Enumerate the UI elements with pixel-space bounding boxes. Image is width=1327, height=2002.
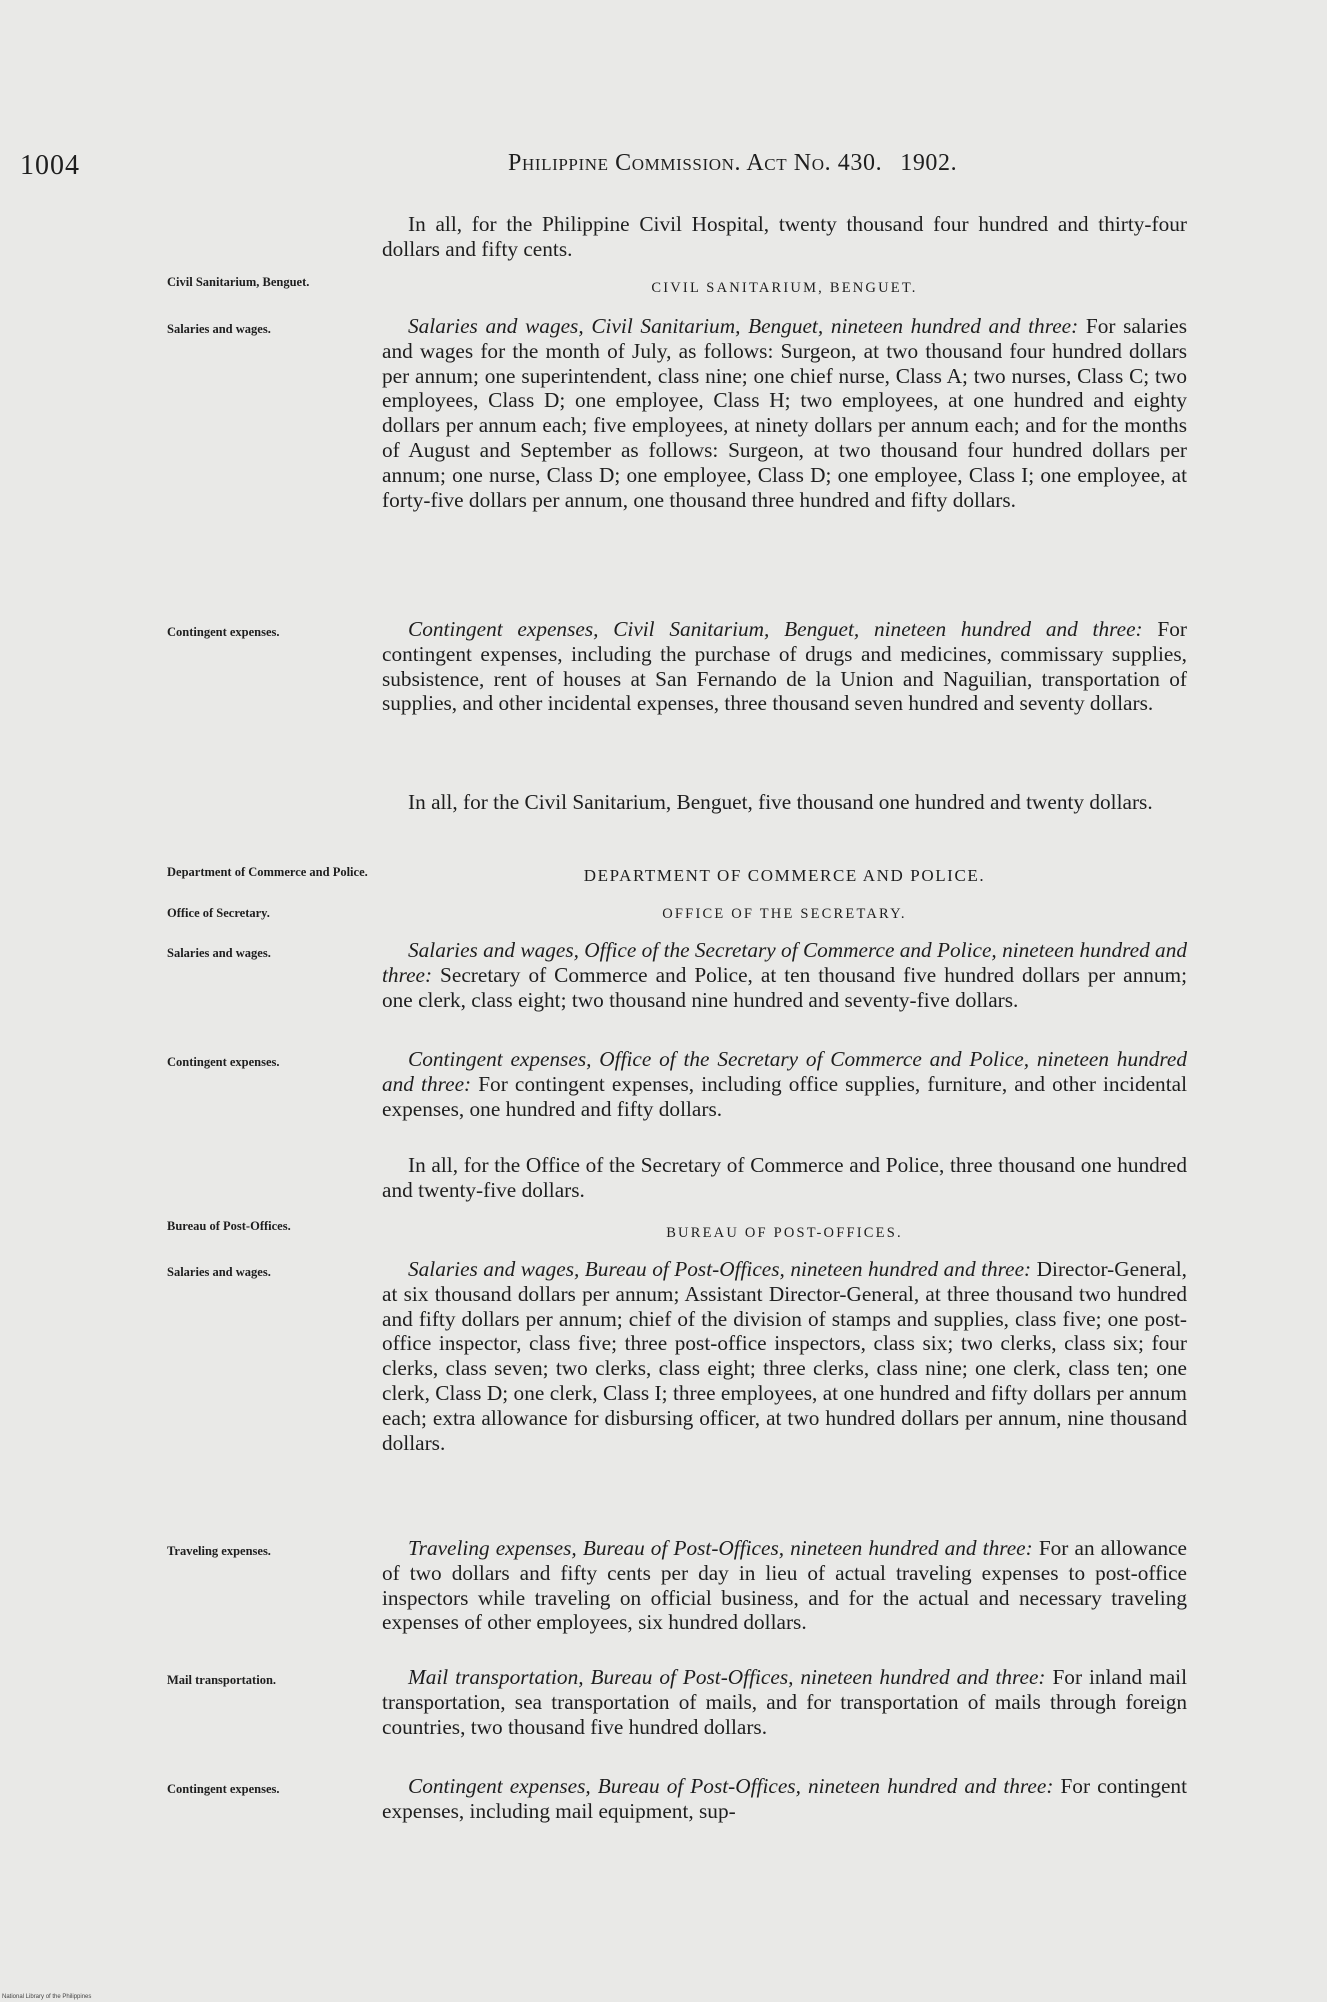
caption-civil-sanitarium: CIVIL SANITARIUM, BENGUET.: [651, 280, 918, 296]
running-title: Philippine Commission. Act No. 430.: [508, 150, 883, 176]
margin-salaries-2: Salaries and wages.: [167, 946, 271, 960]
paragraph-office-contingent: Contingent expenses, Office of the Secretary of Commerce and Police, nineteen hundred and three: For contingent expenses, including office supplies, furniture, and other incidental expenses, one hundred and fifty dollars.: [382, 1047, 1187, 1121]
margin-civil-sanitarium: Civil Sanitarium, Benguet.: [167, 275, 310, 289]
running-header: [508, 150, 957, 177]
caption-bureau-post: BUREAU OF POST-OFFICES.: [666, 1225, 903, 1241]
paragraph-bureau-traveling: Traveling expenses, Bureau of Post-Offices, nineteen hundred and three: For an allowance of two dollars and fifty cents per day in lieu of actual traveling expenses to post-office inspectors while traveling on official business, and for the actual and necessary traveling expenses of other employees, six hundred dollars.: [382, 1536, 1187, 1635]
paragraph-bureau-mail: Mail transportation, Bureau of Post-Offices, nineteen hundred and three: For inland mail transportation, sea transportation of mails, and for transportation of mails through foreign countries, two thousand five hundred dollars.: [382, 1665, 1187, 1739]
margin-dept-commerce: Department of Commerce and Police.: [167, 865, 368, 879]
intro-paragraph: In all, for the Philippine Civil Hospital, twenty thousand four hundred and thirty-four dollars and fifty cents.: [382, 212, 1187, 261]
margin-traveling: Traveling expenses.: [167, 1544, 271, 1558]
paragraph-bureau-salaries: Salaries and wages, Bureau of Post-Offices, nineteen hundred and three: Director-General, at six thousand dollars per annum; Assistant Director-General, at three thousand two hundred and fifty dollars per annum; chief of the division of stamps and supplies, class five; one post-office inspector, class five; three post-office inspectors, class six; two clerks, class six; four clerks, class seven; two clerks, class eight; three clerks, class nine; one clerk, class ten; one clerk, Class D; one clerk, Class I; three employees, at one hundred and fifty dollars per annum each; extra allowance for disbursing officer, at two hundred dollars per annum, nine thousand dollars.: [382, 1257, 1187, 1455]
paragraph-office-salaries: Salaries and wages, Office of the Secretary of Commerce and Police, nineteen hundred and three: Secretary of Commerce and Police, at ten thousand five hundred dollars per annum; one clerk, class eight; two thousand nine hundred and seventy-five dollars.: [382, 938, 1187, 1012]
paragraph-sanitarium-contingent: Contingent expenses, Civil Sanitarium, Benguet, nineteen hundred and three: For contingent expenses, including the purchase of drugs and medicines, commissary supplies, subsistence, rent of houses at San Fernando de la Union and Naguilian, transportation of supplies, and other incidental expenses, three thousand seven hundred and seventy dollars.: [382, 617, 1187, 716]
margin-contingent-3: Contingent expenses.: [167, 1782, 280, 1796]
paragraph-sanitarium-total: In all, for the Civil Sanitarium, Benguet, five thousand one hundred and twenty dollars.: [408, 790, 1153, 814]
margin-salaries-1: Salaries and wages.: [167, 322, 271, 336]
caption-office-secretary: OFFICE OF THE SECRETARY.: [662, 906, 907, 922]
margin-mail: Mail transportation.: [167, 1673, 277, 1687]
page-number: 1004: [20, 150, 80, 181]
scan-footer: National Library of the Philippines: [2, 1994, 92, 2000]
paragraph-sanitarium-salaries: Salaries and wages, Civil Sanitarium, Benguet, nineteen hundred and three: For salaries and wages for the month of July, as follows: Surgeon, at two thousand four hundred dollars per annum; one superintendent, class nine; one chief nurse, Class A; two nurses, Class C; two employees, Class D; one employee, Class H; two employees, at one hundred and eighty dollars per annum each; five employees, at ninety dollars per annum each; and for the months of August and September as follows: Surgeon, at two thousand four hundred dollars per annum; one nurse, Class D; one employee, Class D; one employee, Class I; one employee, at forty-five dollars per annum, one thousand three hundred and fifty dollars.: [382, 314, 1187, 512]
paragraph-bureau-contingent: Contingent expenses, Bureau of Post-Offices, nineteen hundred and three: For contingent expenses, including mail equipment, sup-: [382, 1774, 1187, 1823]
header-year: 1902.: [900, 150, 958, 176]
margin-office-secretary: Office of Secretary.: [167, 906, 270, 920]
caption-dept-commerce: DEPARTMENT OF COMMERCE AND POLICE.: [583, 866, 986, 885]
paragraph-office-total: In all, for the Office of the Secretary of Commerce and Police, three thousand one hundred and twenty-five dollars.: [382, 1153, 1187, 1202]
margin-contingent-2: Contingent expenses.: [167, 1055, 280, 1069]
margin-bureau-post: Bureau of Post-Offices.: [167, 1219, 291, 1233]
margin-contingent-1: Contingent expenses.: [167, 625, 280, 639]
margin-salaries-3: Salaries and wages.: [167, 1265, 271, 1279]
